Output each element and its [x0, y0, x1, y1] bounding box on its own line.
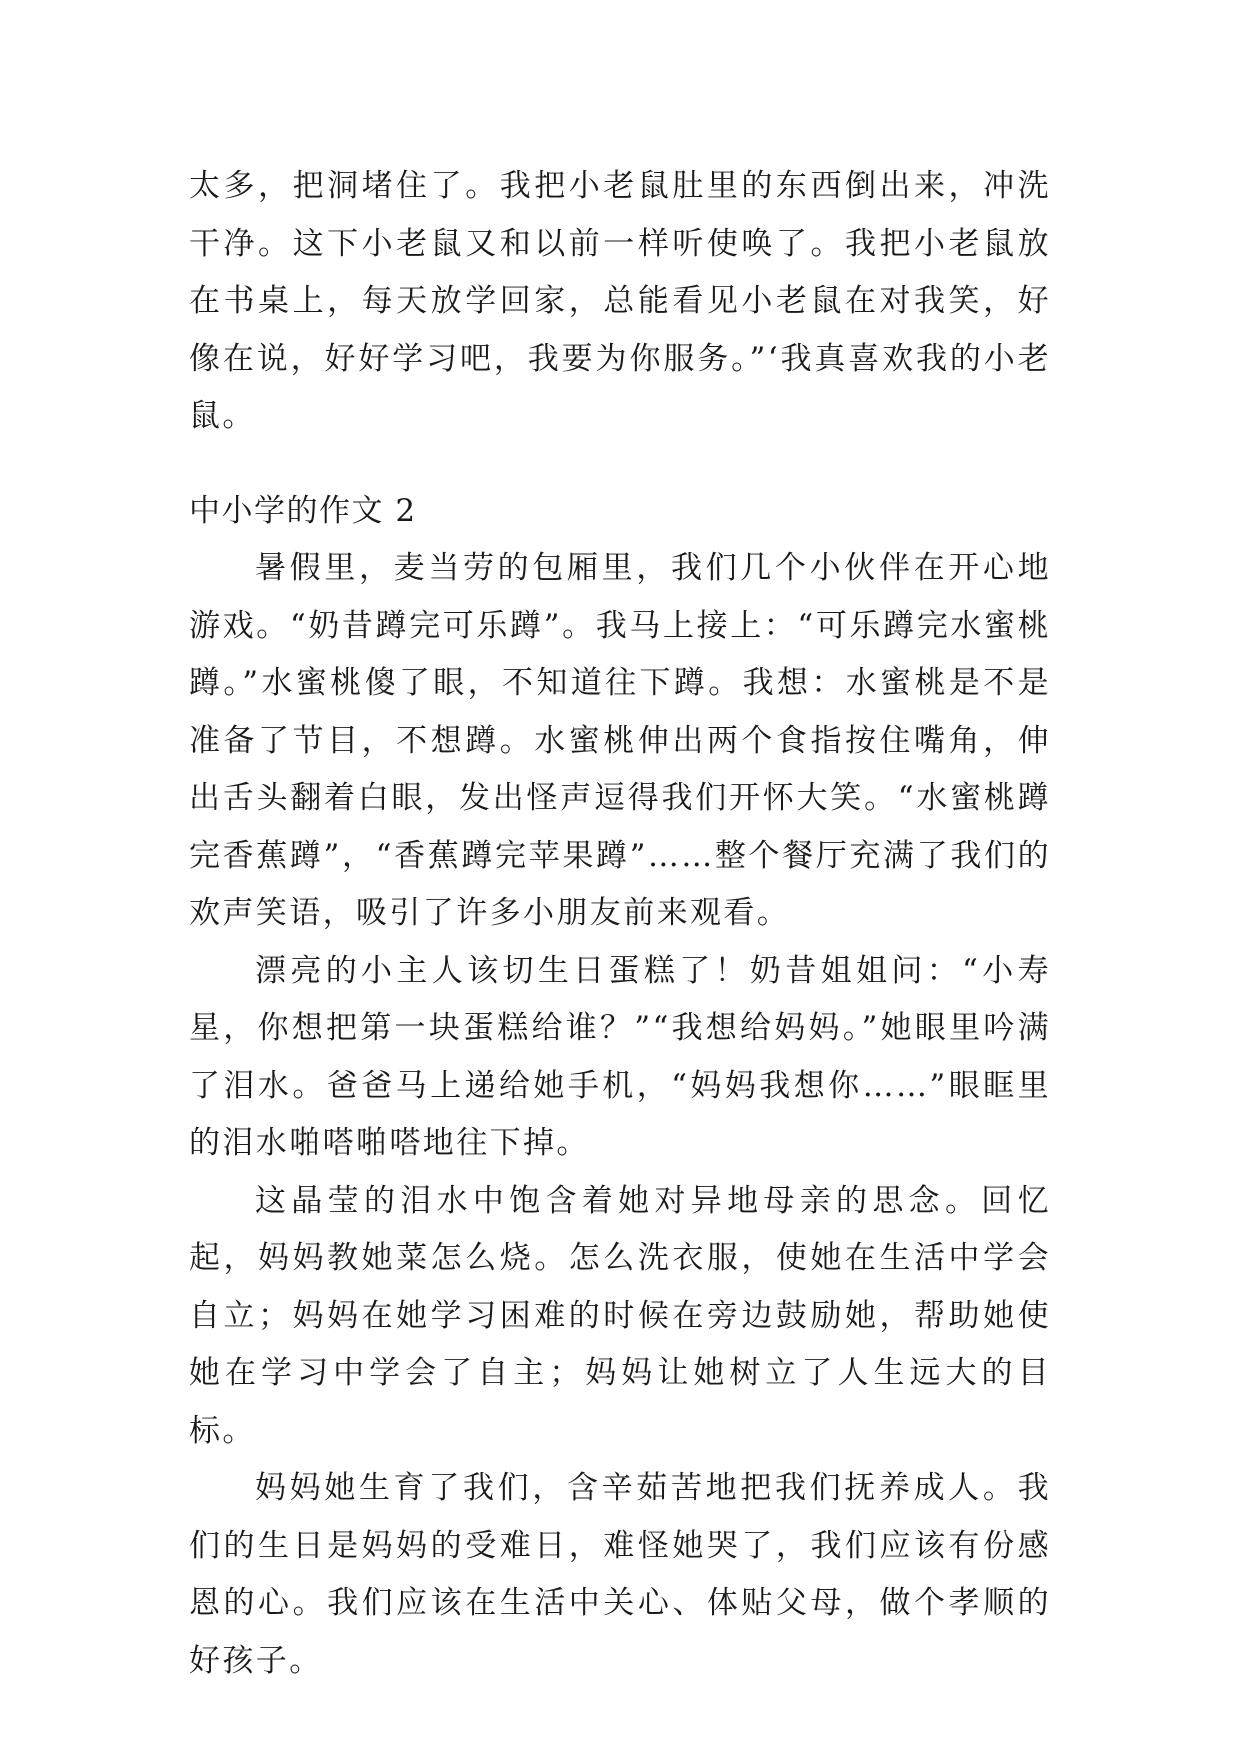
paragraph: 妈妈她生育了我们，含辛茹苦地把我们抚养成人。我们的生日是妈妈的受难日，难怪她哭了，我们应该有份感恩的心。我们应该在生活中关心、体贴父母，做个孝顺的好孩子。: [189, 1470, 1051, 1679]
document-body: [189, 158, 1051, 1690]
intro-paragraph: 太多，把洞堵住了。我把小老鼠肚里的东西倒出来，冲洗干净。这下小老鼠又和以前一样听使唤了。我把小老鼠放在书桌上，每天放学回家，总能看见小老鼠在对我笑，好像在说，好好学习吧，我要为你服务。”‘我真喜欢我的小老鼠。: [189, 168, 1051, 434]
section-title: 中小学的作文 2: [189, 492, 417, 529]
paragraph: 这晶莹的泪水中饱含着她对异地母亲的思念。回忆起，妈妈教她菜怎么烧。怎么洗衣服，使她在生活中学会自立；妈妈在她学习困难的时候在旁边鼓励她，帮助她使她在学习中学会了自主；妈妈让她树立了人生远大的目标。: [189, 1182, 1051, 1449]
paragraph: 暑假里，麦当劳的包厢里，我们几个小伙伴在开心地游戏。“奶昔蹲完可乐蹲”。我马上接上：“可乐蹲完水蜜桃蹲。”水蜜桃傻了眼，不知道往下蹲。我想：水蜜桃是不是准备了节目，不想蹲。水蜜桃伸出两个食指按住嘴角，伸出舌头翻着白眼，发出怪声逗得我们开怀大笑。“水蜜桃蹲完香蕉蹲”，“香蕉蹲完苹果蹲”……整个餐厅充满了我们的欢声笑语，吸引了许多小朋友前来观看。: [189, 550, 1051, 931]
paragraph: 漂亮的小主人该切生日蛋糕了！奶昔姐姐问：“小寿星，你想把第一块蛋糕给谁？”“我想给妈妈。”她眼里吟满了泪水。爸爸马上递给她手机，“妈妈我想你……”眼眶里的泪水啪嗒啪嗒地往下掉。: [189, 952, 1051, 1161]
